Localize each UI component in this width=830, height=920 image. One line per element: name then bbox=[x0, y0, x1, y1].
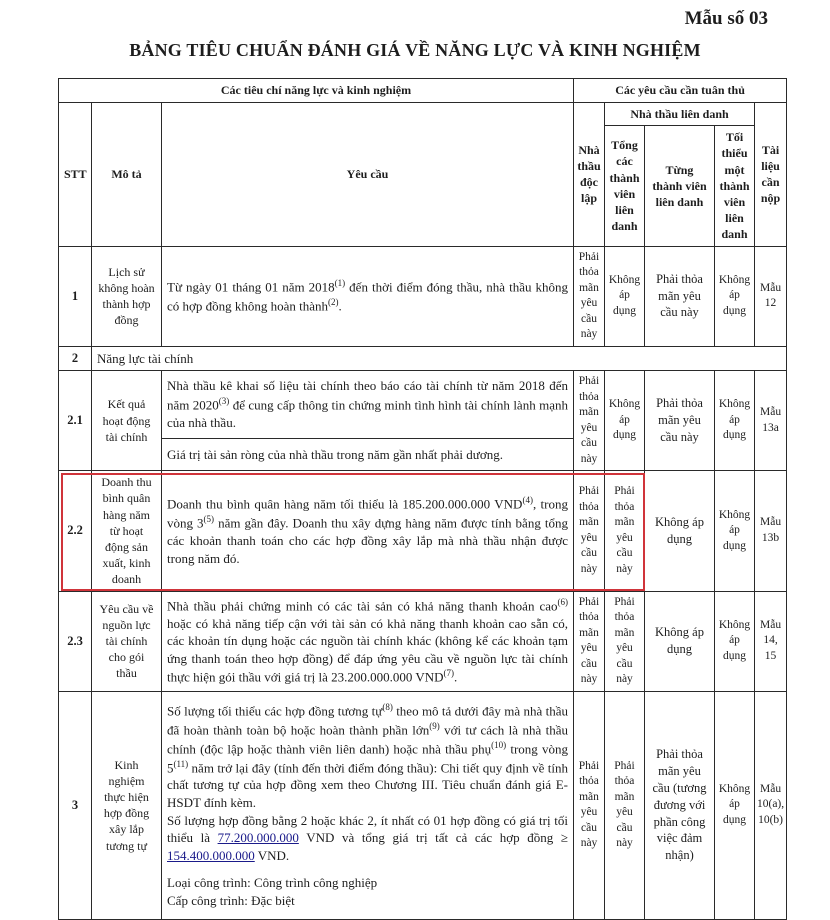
independent-cell: Phải thỏa mãn yêu cầu này bbox=[574, 471, 605, 591]
requirement-header: Yêu cầu bbox=[162, 103, 574, 247]
all-members-cell: Phải thỏa mãn yêu cầu này bbox=[605, 691, 645, 919]
criteria-table bbox=[58, 78, 787, 920]
each-member-cell: Phải thỏa mãn yêu cầu (tương đương với phần công việc đảm nhận) bbox=[645, 691, 715, 919]
requirement-paragraph: Số lượng tối thiểu các hợp đồng tương tự$^{(8)}$ theo mô tả dưới đây mà nhà thầu đã hoàn thành toàn bộ hoặc hoàn thành phần lớn$^{(9)}$ với tư cách là nhà thầu chính (độc lập hoặc thành viên liên danh) hoặc nhà thầu phụ$^{(10)}$ trong vòng 5$^{(11)}$ năm trở lại đây (tính đến thời điểm đóng thầu): Chi tiết quy định về tính chất tương tự của hợp đồng xem theo Chương III. Tiêu chuẩn đánh giá E-HSDT đính kèm. bbox=[167, 701, 569, 811]
row-requirement bbox=[162, 691, 574, 919]
independent-cell: Phải thỏa mãn yêu cầu này bbox=[574, 371, 605, 471]
documents-cell: Mẫu 13a bbox=[755, 371, 787, 471]
documents-header: Tài liệu cần nộp bbox=[755, 103, 787, 247]
total-value-link[interactable]: 154.400.000.000 bbox=[167, 847, 255, 863]
documents-cell: Mẫu 12 bbox=[755, 246, 787, 346]
header-row-2 bbox=[59, 103, 787, 126]
description-header: Mô tả bbox=[92, 103, 162, 247]
joint-venture-header: Nhà thầu liên danh bbox=[605, 103, 755, 126]
form-number: Mẫu số 03 bbox=[684, 8, 768, 29]
each-member-header: Từng thành viên liên danh bbox=[645, 126, 715, 246]
header-row-1 bbox=[59, 79, 787, 103]
independent-cell: Phải thỏa mãn yêu cầu này bbox=[574, 691, 605, 919]
row-requirement-net-assets: Giá trị tài sản ròng của nhà thầu trong năm gần nhất phải dương. bbox=[162, 438, 574, 471]
requirement-paragraph: Số lượng hợp đồng bằng 2 hoặc khác 2, ít nhất có 01 hợp đồng có giá trị tối thiểu là 77.200.000.000 VND và tổng giá trị tất cả các hợp đồng ≥ 154.400.000.000 VND. bbox=[167, 812, 568, 863]
independent-header: Nhà thầu độc lập bbox=[574, 103, 605, 247]
min-one-member-cell: Không áp dụng bbox=[715, 371, 755, 471]
row-stt: 1 bbox=[59, 246, 92, 346]
row-stt: 2.3 bbox=[59, 591, 92, 691]
min-one-member-header: Tối thiểu một thành viên liên danh bbox=[715, 126, 755, 246]
section-title: Năng lực tài chính bbox=[92, 346, 787, 371]
each-member-cell: Không áp dụng bbox=[645, 471, 715, 591]
row-stt: 3 bbox=[59, 691, 92, 919]
row-description: Lịch sử không hoàn thành hợp đồng bbox=[92, 246, 162, 346]
independent-cell: Phải thỏa mãn yêu cầu này bbox=[574, 246, 605, 346]
table-row bbox=[59, 691, 787, 919]
min-one-member-cell: Không áp dụng bbox=[715, 471, 755, 591]
all-members-header: Tổng các thành viên liên danh bbox=[605, 126, 645, 246]
criteria-group-header: Các tiêu chí năng lực và kinh nghiệm bbox=[59, 79, 574, 103]
min-one-member-cell: Không áp dụng bbox=[715, 691, 755, 919]
all-members-cell: Phải thỏa mãn yêu cầu này bbox=[605, 471, 645, 591]
row-description: Doanh thu bình quân hàng năm từ hoạt động sản xuất, kinh doanh bbox=[92, 471, 162, 591]
row-requirement: Từ ngày 01 tháng 01 năm 2018$^{(1)}$ đến thời điểm đóng thầu, nhà thầu không có hợp đồng không hoàn thành$^{(2)}$. bbox=[162, 246, 574, 346]
construction-type: Loại công trình: Công trình công nghiệp bbox=[167, 875, 378, 891]
documents-cell: Mẫu 13b bbox=[755, 471, 787, 591]
row-requirement: Nhà thầu phải chứng minh có các tài sản có khả năng thanh khoản cao$^{(6)}$ hoặc có khả năng tiếp cận với tài sản có khả năng thanh khoản cao sẵn có, các khoản tín dụng hoặc các nguồn tài chính khác (không kể các khoản tạm ứng thanh toán theo hợp đồng) để đáp ứng yêu cầu về nguồn lực tài chính thực hiện gói thầu với giá trị là 23.200.000.000 VND$^{(7)}$. bbox=[162, 591, 574, 691]
min-one-member-cell: Không áp dụng bbox=[715, 591, 755, 691]
table-row bbox=[59, 371, 787, 438]
all-members-cell: Phải thỏa mãn yêu cầu này bbox=[605, 591, 645, 691]
row-stt: 2 bbox=[59, 346, 92, 371]
table-row bbox=[59, 591, 787, 691]
compliance-group-header: Các yêu cầu cần tuân thủ bbox=[574, 79, 787, 103]
min-value-link[interactable]: 77.200.000.000 bbox=[217, 830, 299, 846]
stt-header: STT bbox=[59, 103, 92, 247]
row-requirement: Nhà thầu kê khai số liệu tài chính theo báo cáo tài chính từ năm 2018 đến năm 2020$^{(3)}$ để cung cấp thông tin chứng minh tình hình tài chính lành mạnh của nhà thầu. bbox=[162, 371, 574, 438]
documents-cell: Mẫu 14, 15 bbox=[755, 591, 787, 691]
table-row bbox=[59, 246, 787, 346]
table-row-highlighted bbox=[59, 471, 787, 591]
document-title: BẢNG TIÊU CHUẨN ĐÁNH GIÁ VỀ NĂNG LỰC VÀ KINH NGHIỆM bbox=[129, 40, 701, 60]
each-member-cell: Phải thỏa mãn yêu cầu này bbox=[645, 246, 715, 346]
construction-grade: Cấp công trình: Đặc biệt bbox=[167, 892, 295, 908]
all-members-cell: Không áp dụng bbox=[605, 371, 645, 471]
row-description: Kết quả hoạt động tài chính bbox=[92, 371, 162, 471]
each-member-cell: Không áp dụng bbox=[645, 591, 715, 691]
row-stt: 2.1 bbox=[59, 371, 92, 471]
documents-cell: Mẫu 10(a), 10(b) bbox=[755, 691, 787, 919]
min-one-member-cell: Không áp dụng bbox=[715, 246, 755, 346]
row-requirement: Doanh thu bình quân hàng năm tối thiểu là 185.200.000.000 VND$^{(4)}$, trong vòng 3$^{(5)}$ năm gần đây. Doanh thu xây dựng hàng năm được tính bằng tổng các khoản thanh toán cho các hợp đồng xây lắp mà nhà thầu nhận được trong năm đó. bbox=[162, 471, 574, 591]
row-stt: 2.2 bbox=[59, 471, 92, 591]
section-row bbox=[59, 346, 787, 371]
row-description: Yêu cầu về nguồn lực tài chính cho gói thầu bbox=[92, 591, 162, 691]
independent-cell: Phải thỏa mãn yêu cầu này bbox=[574, 591, 605, 691]
all-members-cell: Không áp dụng bbox=[605, 246, 645, 346]
row-description: Kinh nghiệm thực hiện hợp đồng xây lắp tương tự bbox=[92, 691, 162, 919]
each-member-cell: Phải thỏa mãn yêu cầu này bbox=[645, 371, 715, 471]
